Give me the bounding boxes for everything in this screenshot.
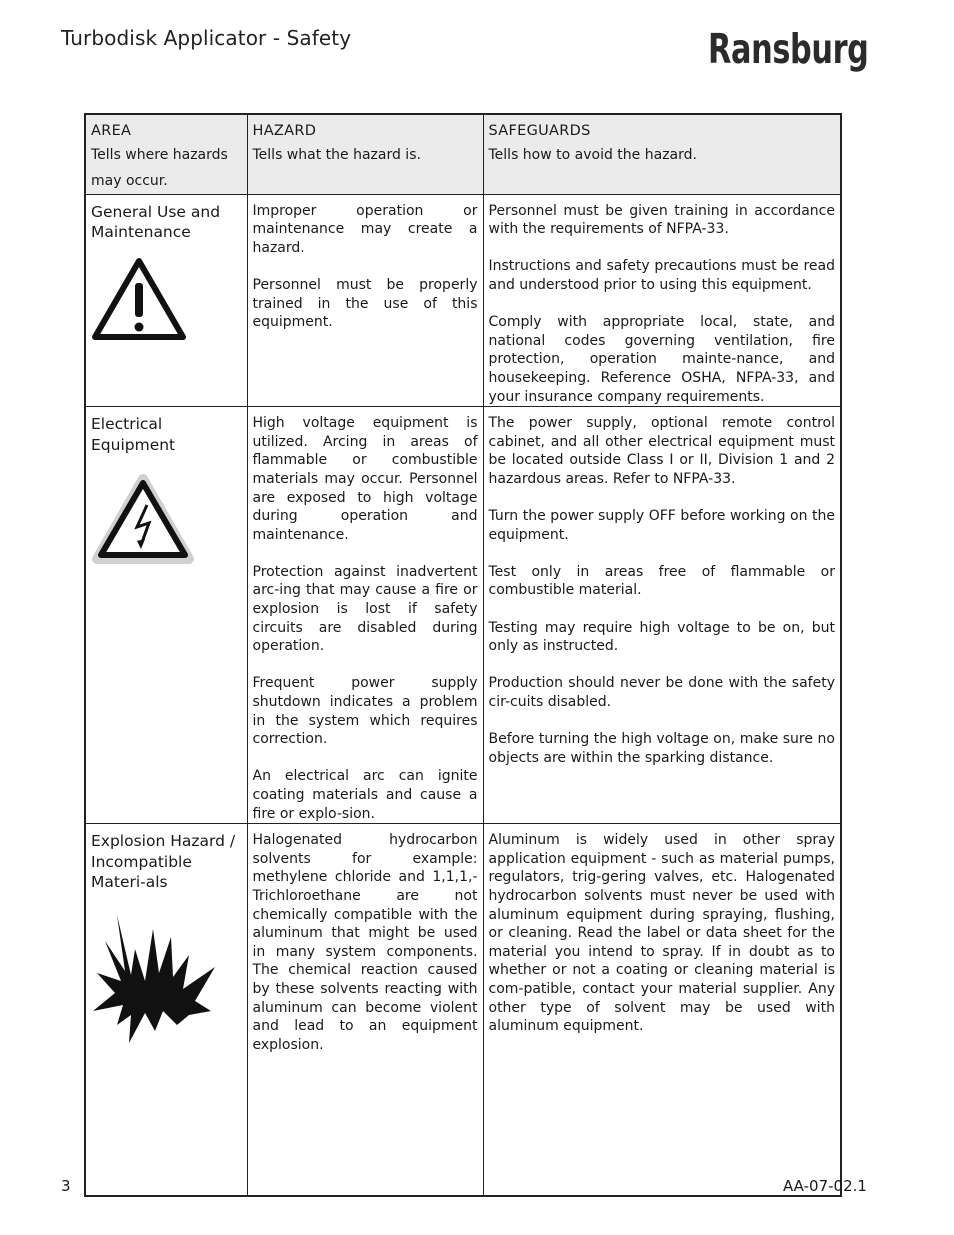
hazard-cell: Halogenated hydrocarbon solvents for example: methylene chloride and 1,1,1,-Trichloroethane are not chemically compatible with the aluminum that might be used in many system components. The chemical reaction caused by these solvents reacting with aluminum can become violent and lead to an equipment explosion. <box>247 824 483 1196</box>
safeguards-cell: Aluminum is widely used in other spray application equipment - such as material pumps, regulators, trig-gering valves, etc. Halogenated hydrocarbon solvents must never be used with aluminum equipment during spraying, flushing, or cleaning. Read the label or data sheet for the material you intend to spray. If in doubt as to whether or not a coating or cleaning material is com-patible, contact your material supplier. Any other type of solvent may be used with aluminum equipment. <box>483 824 841 1196</box>
area-cell <box>85 194 247 407</box>
hazard-cell: High voltage equipment is utilized. Arcing in areas of flammable or combustible materials may occur. Personnel are exposed to high voltage during operation and maintenance. Protection against inadvertent arc-ing that may cause a fire or explosion is lost if safety circuits are disabled during operation. Frequent power supply shutdown indicates a problem in the system which requires correction. An electrical arc can ignite coating materials and cause a fire or explo-sion. <box>247 407 483 824</box>
area-name: Explosion Hazard / Incompatible Materi-als <box>91 832 236 892</box>
area-cell <box>85 407 247 824</box>
document-code: AA-07-02.1 <box>783 1177 867 1195</box>
safety-table <box>84 113 842 1197</box>
safeguards-cell: Personnel must be given training in accordance with the requirements of NFPA-33. Instructions and safety precautions must be read and understood prior to using this equipment. Comply with appropriate local, state, and national codes governing ventilation, fire protection, operation mainte-nance, and housekeeping. Reference OSHA, NFPA-33, and your insurance company requirements. <box>483 194 841 407</box>
brand-logo: Ransburg <box>708 25 869 73</box>
area-cell <box>85 824 247 1196</box>
high-voltage-icon <box>91 473 242 571</box>
page-number: 3 <box>61 1177 71 1195</box>
column-header-hazard: HAZARD Tells what the hazard is. <box>247 114 483 194</box>
hazard-cell: Improper operation or maintenance may create a hazard. Personnel must be properly trained in the use of this equipment. <box>247 194 483 407</box>
table-row <box>85 824 841 1196</box>
table-row <box>85 194 841 407</box>
safeguards-cell: The power supply, optional remote control cabinet, and all other electrical equipment must be located outside Class I or II, Division 1 and 2 hazardous areas. Refer to NFPA-33. Turn the power supply OFF before working on the equipment. Test only in areas free of flammable or combustible material. Testing may require high voltage to be on, but only as instructed. Production should never be done with the safety cir-cuits disabled. Before turning the high voltage on, make sure no objects are within the sparking distance. <box>483 407 841 824</box>
table-header-row <box>85 114 841 194</box>
area-name: Electrical Equipment <box>91 415 176 454</box>
table-row <box>85 407 841 824</box>
column-header-area: AREA Tells where hazards may occur. <box>85 114 247 194</box>
explosion-icon <box>91 915 242 1049</box>
column-header-safeguards: SAFEGUARDS Tells how to avoid the hazard. <box>483 114 841 194</box>
warning-exclamation-icon <box>91 257 242 347</box>
area-name: General Use and Maintenance <box>91 202 221 242</box>
page-title: Turbodisk Applicator - Safety <box>61 26 352 50</box>
